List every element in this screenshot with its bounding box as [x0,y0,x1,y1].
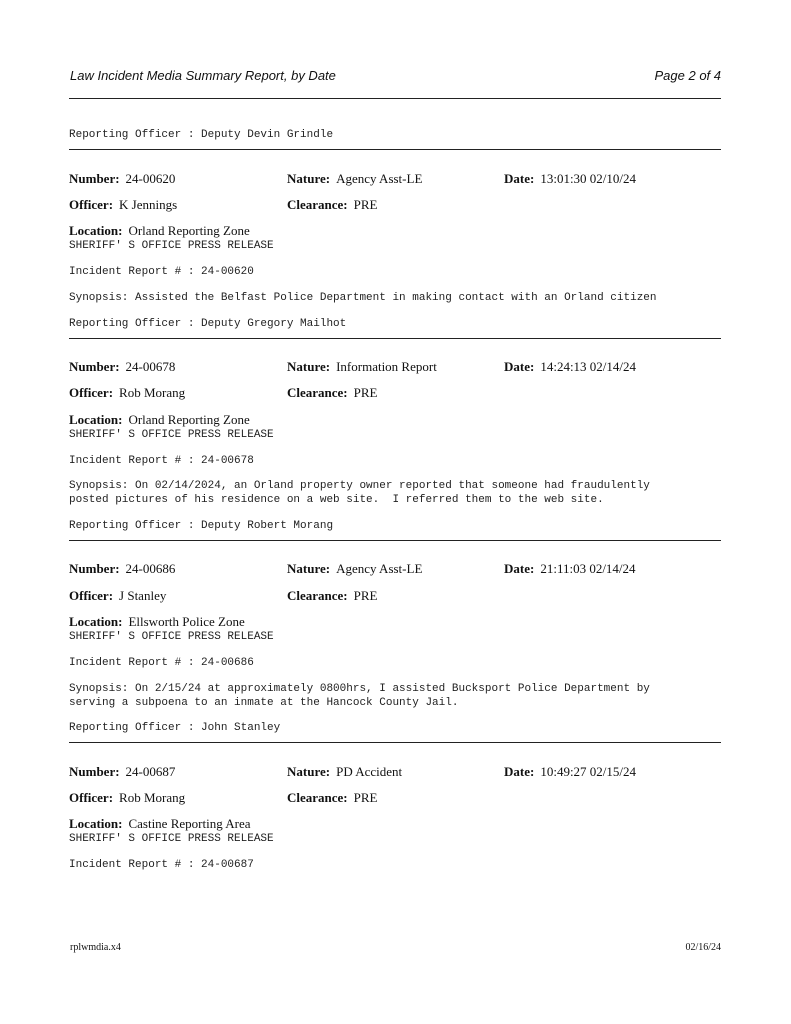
record-location: Location: Orland Reporting Zone [69,412,250,427]
synopsis: Synopsis: On 2/15/24 at approximately 0800hrs, I assisted Bucksport Police Department by serving a subpoena to an inmate at the Hancock County Jail. [69,683,650,709]
incident-report-number: Incident Report # : 24-00687 [69,859,254,871]
reporting-officer: Reporting Officer : John Stanley [69,722,281,734]
reporting-officer: Reporting Officer : Deputy Robert Morang [69,520,334,532]
record-officer: Officer: Rob Morang [69,385,186,400]
record-location: Location: Castine Reporting Area [69,816,251,831]
incident-report-number: Incident Report # : 24-00620 [69,266,254,278]
press-release-label: SHERIFF' S OFFICE PRESS RELEASE [69,631,274,643]
synopsis: Synopsis: On 02/14/2024, an Orland property owner reported that someone had fraudulently posted pictures of his residence on a web site. I referred them to the web site. [69,480,650,506]
record-divider [69,338,721,339]
record-date: Date: 21:11:03 02/14/24 [504,561,636,576]
press-release-label: SHERIFF' S OFFICE PRESS RELEASE [69,833,274,845]
record-date: Date: 14:24:13 02/14/24 [504,359,637,374]
top-reporting-officer: Reporting Officer : Deputy Devin Grindle [69,129,334,141]
record-number: Number: 24-00686 [69,561,176,576]
record-number: Number: 24-00678 [69,359,176,374]
record-number: Number: 24-00620 [69,171,176,186]
incident-report-number: Incident Report # : 24-00686 [69,657,254,669]
record-date: Date: 13:01:30 02/10/24 [504,171,637,186]
record-clearance: Clearance: PRE [287,588,378,603]
record-divider [69,540,721,541]
record-clearance: Clearance: PRE [287,790,378,805]
record-clearance: Clearance: PRE [287,197,378,212]
synopsis: Synopsis: Assisted the Belfast Police Department in making contact with an Orland citizen [69,292,657,304]
record-clearance: Clearance: PRE [287,385,378,400]
record-officer: Officer: Rob Morang [69,790,186,805]
footer-report-id: rplwmdia.x4 [70,942,121,953]
record-nature: Nature: Information Report [287,359,437,374]
record-date: Date: 10:49:27 02/15/24 [504,764,637,779]
press-release-label: SHERIFF' S OFFICE PRESS RELEASE [69,240,274,252]
press-release-label: SHERIFF' S OFFICE PRESS RELEASE [69,429,274,441]
report-title: Law Incident Media Summary Report, by Date [70,68,336,83]
reporting-officer: Reporting Officer : Deputy Gregory Mailhot [69,318,347,330]
record-divider [69,149,721,150]
header-divider [69,98,721,99]
record-location: Location: Ellsworth Police Zone [69,614,245,629]
record-divider [69,742,721,743]
incident-report-number: Incident Report # : 24-00678 [69,455,254,467]
record-nature: Nature: PD Accident [287,764,403,779]
record-nature: Nature: Agency Asst-LE [287,561,423,576]
record-nature: Nature: Agency Asst-LE [287,171,423,186]
page-number: Page 2 of 4 [654,68,721,83]
record-location: Location: Orland Reporting Zone [69,223,250,238]
record-officer: Officer: K Jennings [69,197,178,212]
record-number: Number: 24-00687 [69,764,176,779]
footer-date: 02/16/24 [685,942,721,953]
record-officer: Officer: J Stanley [69,588,167,603]
